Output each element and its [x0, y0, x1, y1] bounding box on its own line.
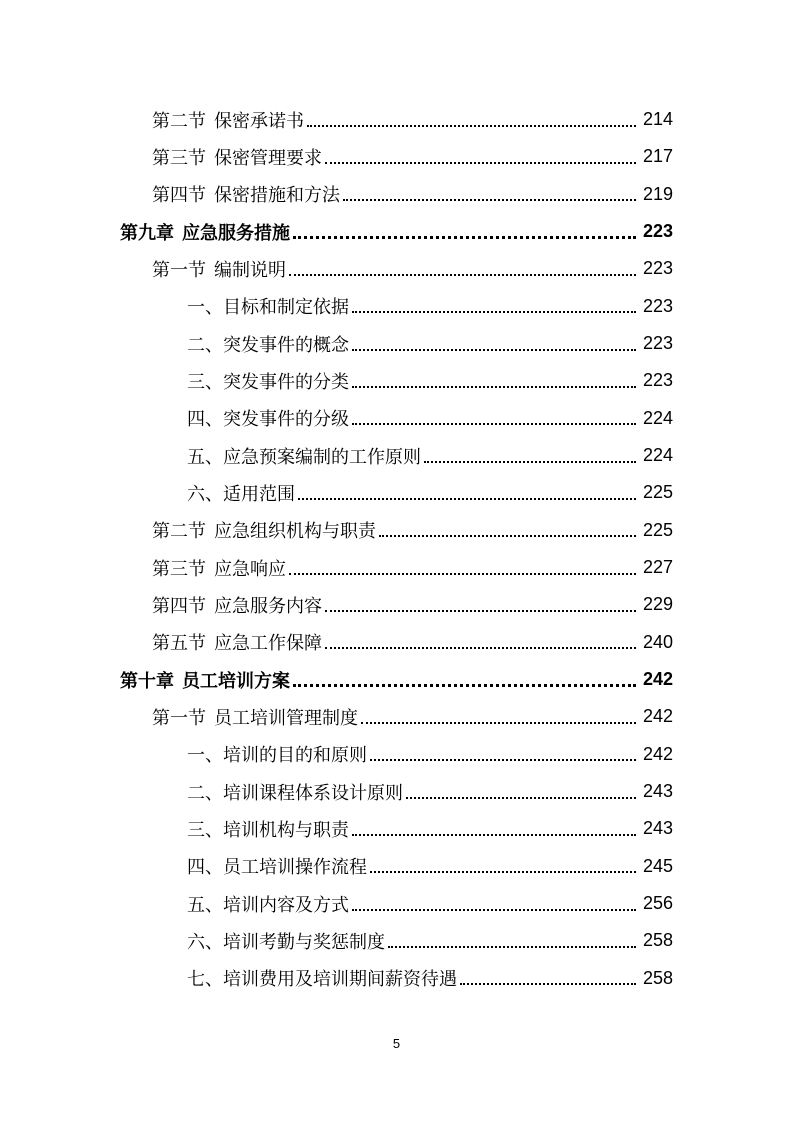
dot-leader	[352, 834, 636, 836]
toc-entry-page-number: 224	[642, 445, 673, 466]
toc-entry-number: 六、	[187, 931, 223, 953]
dot-leader	[289, 274, 636, 276]
toc-entry-page-number: 258	[642, 930, 673, 951]
toc-entry-title: 应急服务措施	[182, 222, 290, 244]
toc-entry-number: 第四节	[152, 185, 206, 207]
toc-entry-page-number: 242	[642, 669, 673, 690]
toc-entry-page-number: 227	[642, 557, 673, 578]
toc-entry-number: 五、	[187, 446, 223, 468]
toc-entry-number: 第一节	[152, 259, 206, 281]
toc-entry-number: 第三节	[152, 558, 206, 580]
toc-entry-number: 四、	[187, 857, 223, 879]
toc-entry-page-number: 219	[642, 183, 673, 204]
toc-entry-number: 第四节	[152, 595, 206, 617]
toc-section-entry[interactable]	[0, 512, 793, 549]
toc-subsection-entry[interactable]	[0, 437, 793, 474]
toc-entry-number: 七、	[187, 969, 223, 991]
toc-entry-title: 培训的目的和原则	[223, 745, 367, 767]
toc-subsection-entry[interactable]	[0, 885, 793, 922]
toc-entry-page-number: 223	[642, 333, 673, 354]
toc-section-entry[interactable]	[0, 698, 793, 735]
toc-entry-page-number: 229	[642, 594, 673, 615]
toc-entry-page-number: 240	[642, 631, 673, 652]
toc-section-entry[interactable]	[0, 250, 793, 287]
toc-entry-title: 员工培训管理制度	[214, 707, 358, 729]
toc-entry-number: 四、	[187, 409, 223, 431]
toc-entry-page-number: 223	[642, 221, 673, 242]
toc-entry-page-number: 245	[642, 855, 673, 876]
dot-leader	[460, 983, 636, 985]
toc-subsection-entry[interactable]	[0, 848, 793, 885]
toc-entry-page-number: 242	[642, 743, 673, 764]
dot-leader	[343, 199, 636, 201]
toc-entry-title: 保密管理要求	[214, 147, 322, 169]
dot-leader	[307, 125, 636, 127]
toc-entry-number: 二、	[187, 334, 223, 356]
toc-subsection-entry[interactable]	[0, 810, 793, 847]
toc-entry-page-number: 223	[642, 258, 673, 279]
toc-entry-title: 保密措施和方法	[214, 185, 340, 207]
toc-entry-page-number: 214	[642, 109, 673, 130]
toc-entry-number: 第二节	[152, 521, 206, 543]
toc-entry-number: 五、	[187, 894, 223, 916]
toc-section-entry[interactable]	[0, 176, 793, 213]
toc-entry-title: 员工培训操作流程	[223, 857, 367, 879]
dot-leader	[370, 871, 636, 873]
toc-entry-page-number: 243	[642, 818, 673, 839]
toc-section-entry[interactable]	[0, 549, 793, 586]
toc-entry-page-number: 256	[642, 893, 673, 914]
dot-leader	[352, 386, 636, 388]
dot-leader	[424, 461, 636, 463]
toc-entry-title: 培训考勤与奖惩制度	[223, 931, 385, 953]
toc-entry-title: 突发事件的概念	[223, 334, 349, 356]
toc-entry-number: 三、	[187, 819, 223, 841]
toc-entry-title: 应急响应	[214, 558, 286, 580]
dot-leader	[352, 349, 636, 351]
toc-entry-title: 适用范围	[223, 483, 295, 505]
toc-entry-title: 突发事件的分级	[223, 409, 349, 431]
toc-section-entry[interactable]	[0, 586, 793, 623]
toc-entry-title: 应急组织机构与职责	[214, 521, 376, 543]
toc-section-entry[interactable]	[0, 138, 793, 175]
toc-entry-page-number: 225	[642, 482, 673, 503]
toc-entry-number: 第十章	[120, 670, 174, 692]
toc-subsection-entry[interactable]	[0, 922, 793, 959]
dot-leader	[352, 311, 636, 313]
dot-leader	[289, 573, 636, 575]
toc-subsection-entry[interactable]	[0, 288, 793, 325]
toc-entry-page-number: 223	[642, 370, 673, 391]
toc-entry-page-number: 243	[642, 781, 673, 802]
toc-entry-number: 一、	[187, 297, 223, 319]
toc-section-entry[interactable]	[0, 624, 793, 661]
toc-entry-title: 培训机构与职责	[223, 819, 349, 841]
toc-entry-page-number: 225	[642, 519, 673, 540]
toc-entry-number: 三、	[187, 371, 223, 393]
dot-leader	[370, 759, 636, 761]
toc-entry-title: 应急工作保障	[214, 633, 322, 655]
dot-leader	[298, 498, 636, 500]
toc-entry-title: 培训内容及方式	[223, 894, 349, 916]
toc-subsection-entry[interactable]	[0, 362, 793, 399]
dot-leader	[325, 647, 636, 649]
toc-entry-title: 目标和制定依据	[223, 297, 349, 319]
toc-entry-page-number: 224	[642, 407, 673, 428]
toc-entry-number: 一、	[187, 745, 223, 767]
toc-chapter-entry[interactable]	[0, 661, 793, 698]
dot-leader	[325, 162, 636, 164]
dot-leader	[361, 722, 636, 724]
toc-entry-title: 员工培训方案	[182, 670, 290, 692]
toc-entry-title: 保密承诺书	[214, 110, 304, 132]
dot-leader	[352, 423, 636, 425]
toc-entry-page-number: 217	[642, 146, 673, 167]
toc-entry-number: 第九章	[120, 222, 174, 244]
toc-entry-title: 培训费用及培训期间薪资待遇	[223, 969, 457, 991]
dot-leader	[388, 946, 636, 948]
toc-entry-title: 突发事件的分类	[223, 371, 349, 393]
dot-leader	[379, 535, 636, 537]
toc-entry-number: 第二节	[152, 110, 206, 132]
toc-entry-number: 第一节	[152, 707, 206, 729]
toc-section-entry[interactable]	[0, 101, 793, 138]
toc-entry-title: 培训课程体系设计原则	[223, 782, 403, 804]
toc-subsection-entry[interactable]	[0, 736, 793, 773]
toc-subsection-entry[interactable]	[0, 474, 793, 511]
toc-chapter-entry[interactable]	[0, 213, 793, 250]
dot-leader	[352, 909, 636, 911]
toc-subsection-entry[interactable]	[0, 400, 793, 437]
toc-entry-title: 应急服务内容	[214, 595, 322, 617]
toc-entry-title: 应急预案编制的工作原则	[223, 446, 421, 468]
toc-entry-page-number: 223	[642, 295, 673, 316]
dot-leader	[406, 797, 636, 799]
toc-entry-page-number: 242	[642, 706, 673, 727]
toc-entry-number: 第三节	[152, 147, 206, 169]
toc-subsection-entry[interactable]	[0, 325, 793, 362]
page-number: 5	[392, 1036, 401, 1051]
toc-entry-number: 第五节	[152, 633, 206, 655]
dot-leader	[293, 236, 636, 239]
toc-subsection-entry[interactable]	[0, 773, 793, 810]
toc-entry-number: 二、	[187, 782, 223, 804]
dot-leader	[293, 684, 636, 687]
table-of-contents	[0, 101, 793, 997]
toc-entry-title: 编制说明	[214, 259, 286, 281]
toc-entry-page-number: 258	[642, 967, 673, 988]
toc-entry-number: 六、	[187, 483, 223, 505]
toc-subsection-entry[interactable]	[0, 960, 793, 997]
dot-leader	[325, 610, 636, 612]
